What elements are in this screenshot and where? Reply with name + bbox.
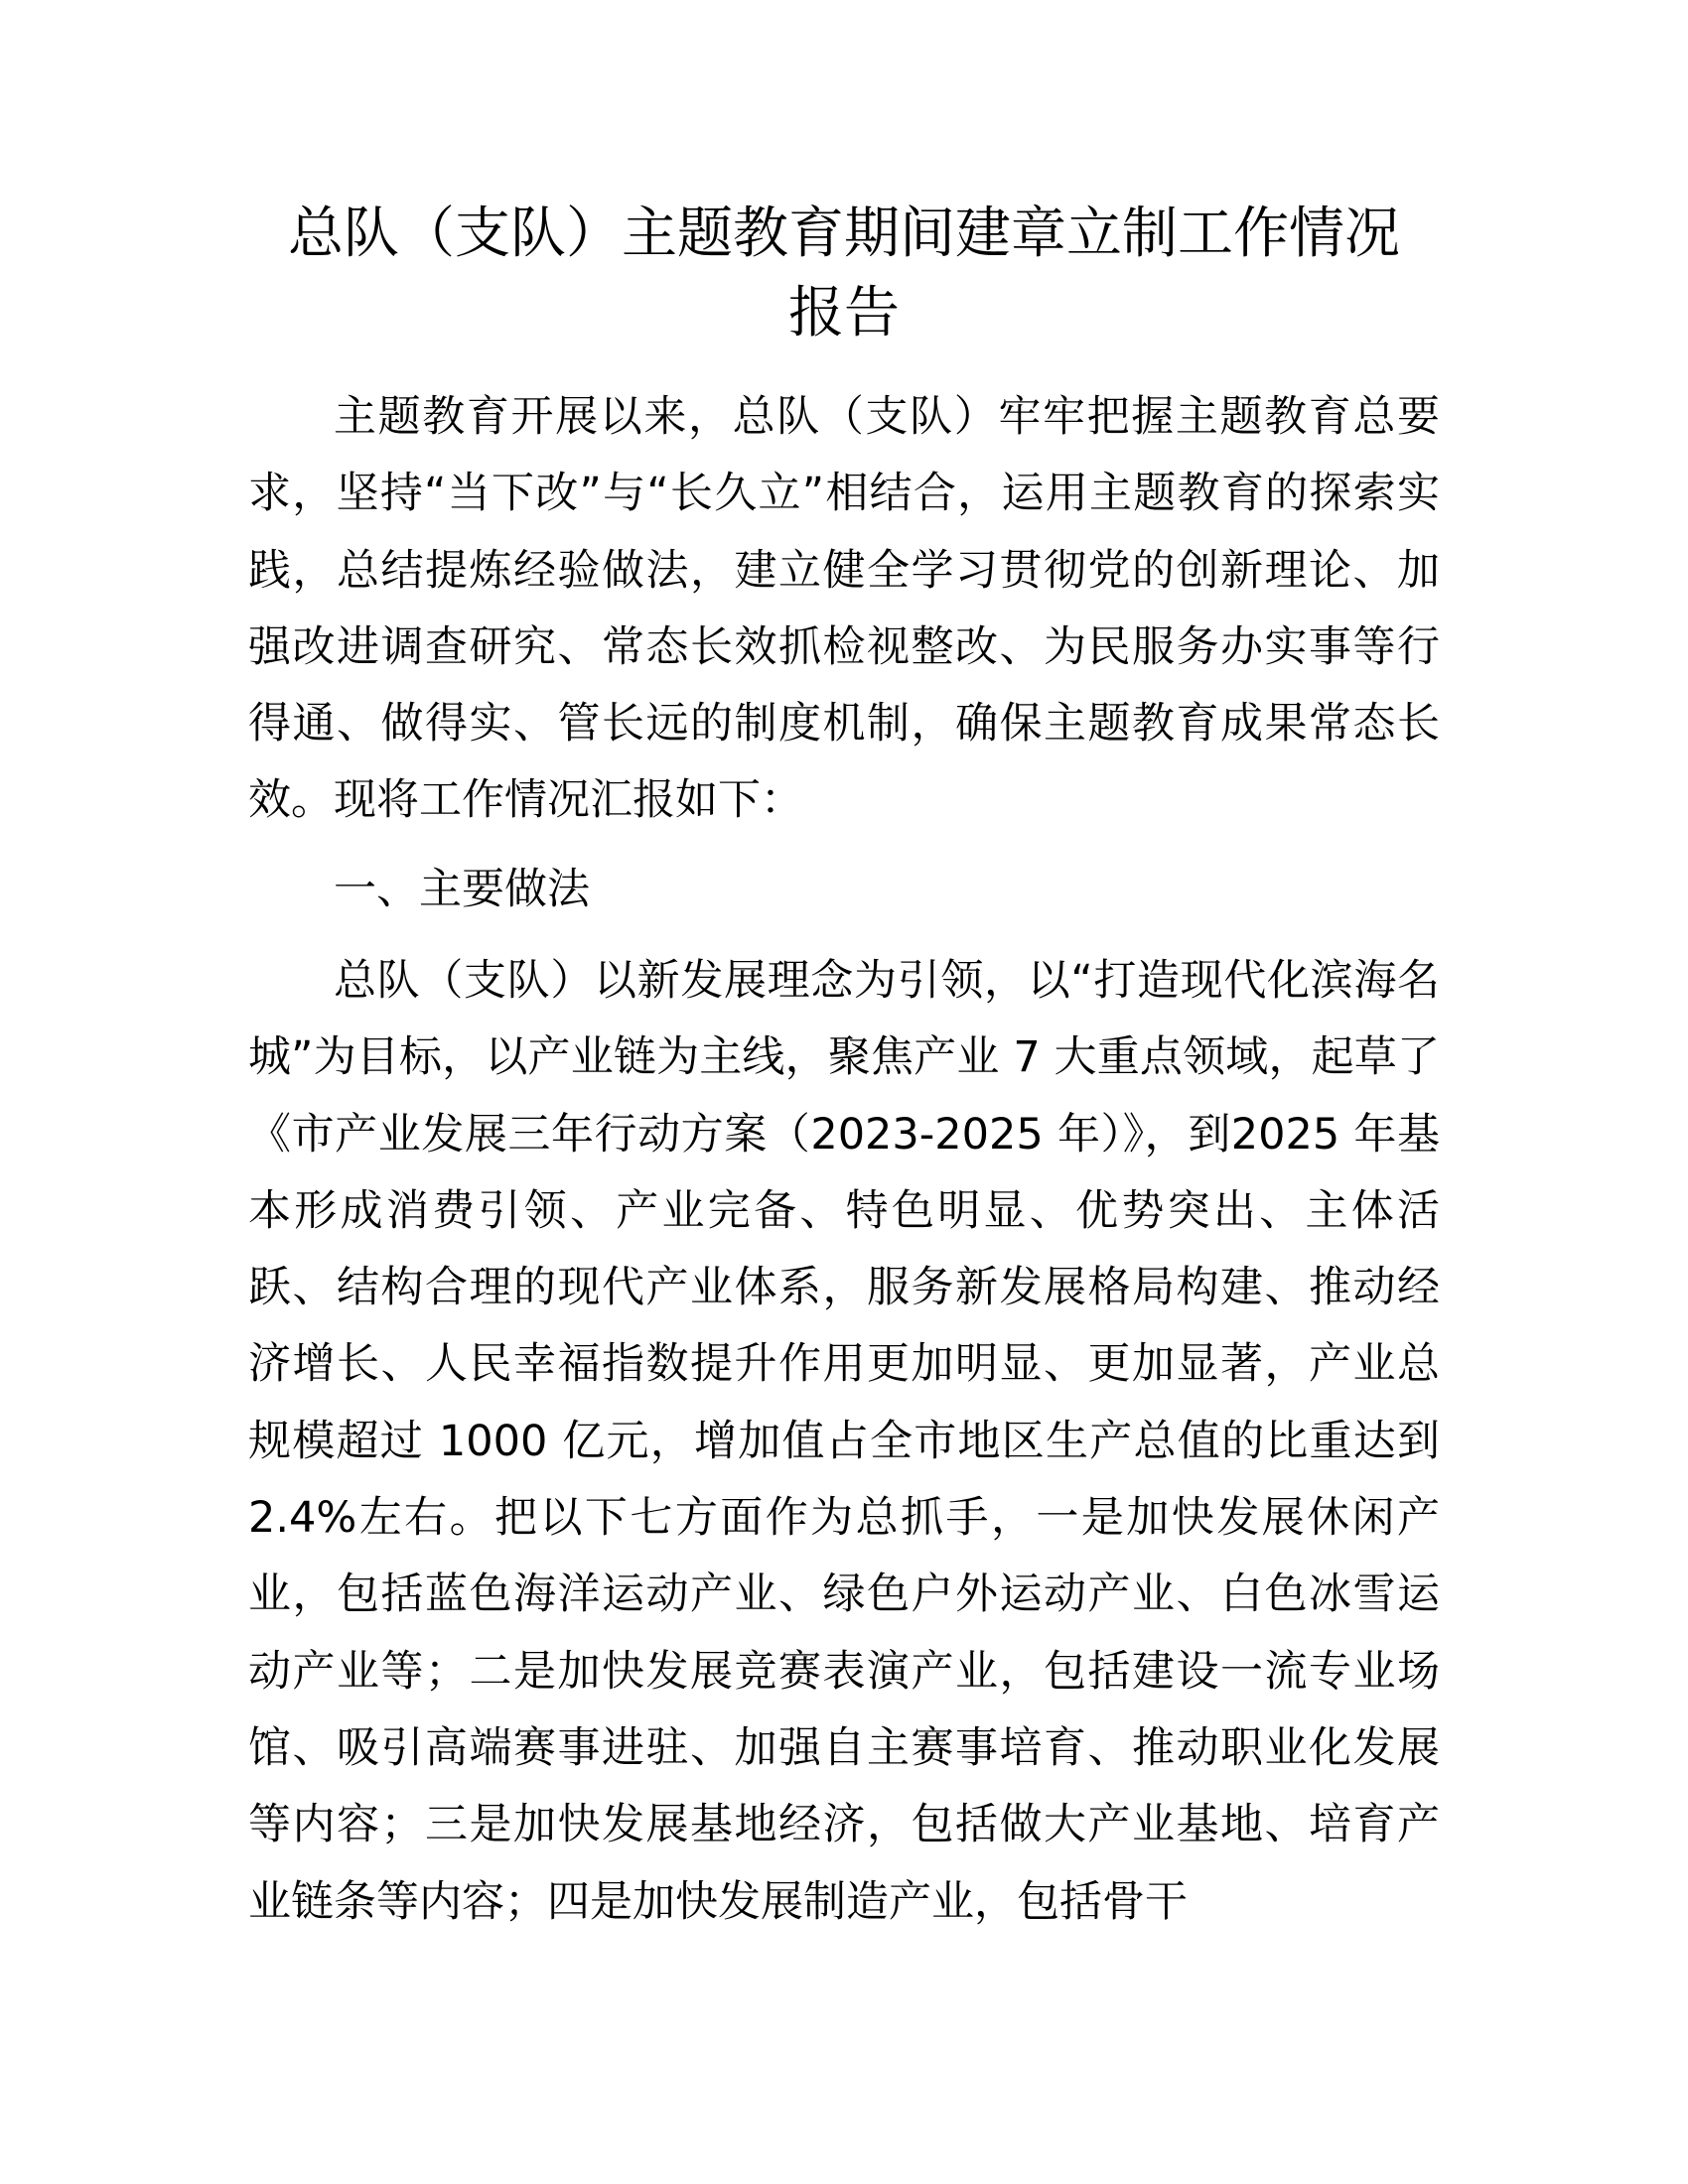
document-title-line-2: 报告 xyxy=(788,281,900,345)
intro-paragraph: 主题教育开展以来，总队（支队）牢牢把握主题教育总要求，坚持“当下改”与“长久立”相结合，运用主题教育的探索实践，总结提炼经验做法，建立健全学习贯彻党的创新理论、加强改进调查研究、常态长效抓检视整改、为民服务办实事等行得通、做得实、管长远的制度机制，确保主题教育成果常态长效。现将工作情况汇报如下： xyxy=(248,392,1440,826)
section-heading: 一、主要做法 xyxy=(334,865,590,914)
document-title-line-1: 总队（支队）主题教育期间建章立制工作情况 xyxy=(288,202,1400,266)
main-practice-paragraph: 总队（支队）以新发展理念为引领，以“打造现代化滨海名城”为目标，以产业链为主线，聚焦产业 7 大重点领域，起草了《市产业发展三年行动方案（2023-2025 年）》，到2025 年基本形成消费引领、产业完备、特色明显、优势突出、主体活跃、结构合理的现代产业体系，服务新发展格局构建、推动经济增长、人民幸福指数提升作用更加明显、更加显著，产业总规模超过 1000 亿元，增加值占全市地区生产总值的比重达到 2.4%左右。把以下七方面作为总抓手，一是加快发展休闲产业，包括蓝色海洋运动产业、绿色户外运动产业、白色冰雪运动产业等；二是加快发展竞赛表演产业，包括建设一流专业场馆、吸引高端赛事进驻、加强自主赛事培育、推动职业化发展等内容；三是加快发展基地经济，包括做大产业基地、培育产业链条等内容；四是加快发展制造产业，包括骨干 xyxy=(248,956,1440,1927)
